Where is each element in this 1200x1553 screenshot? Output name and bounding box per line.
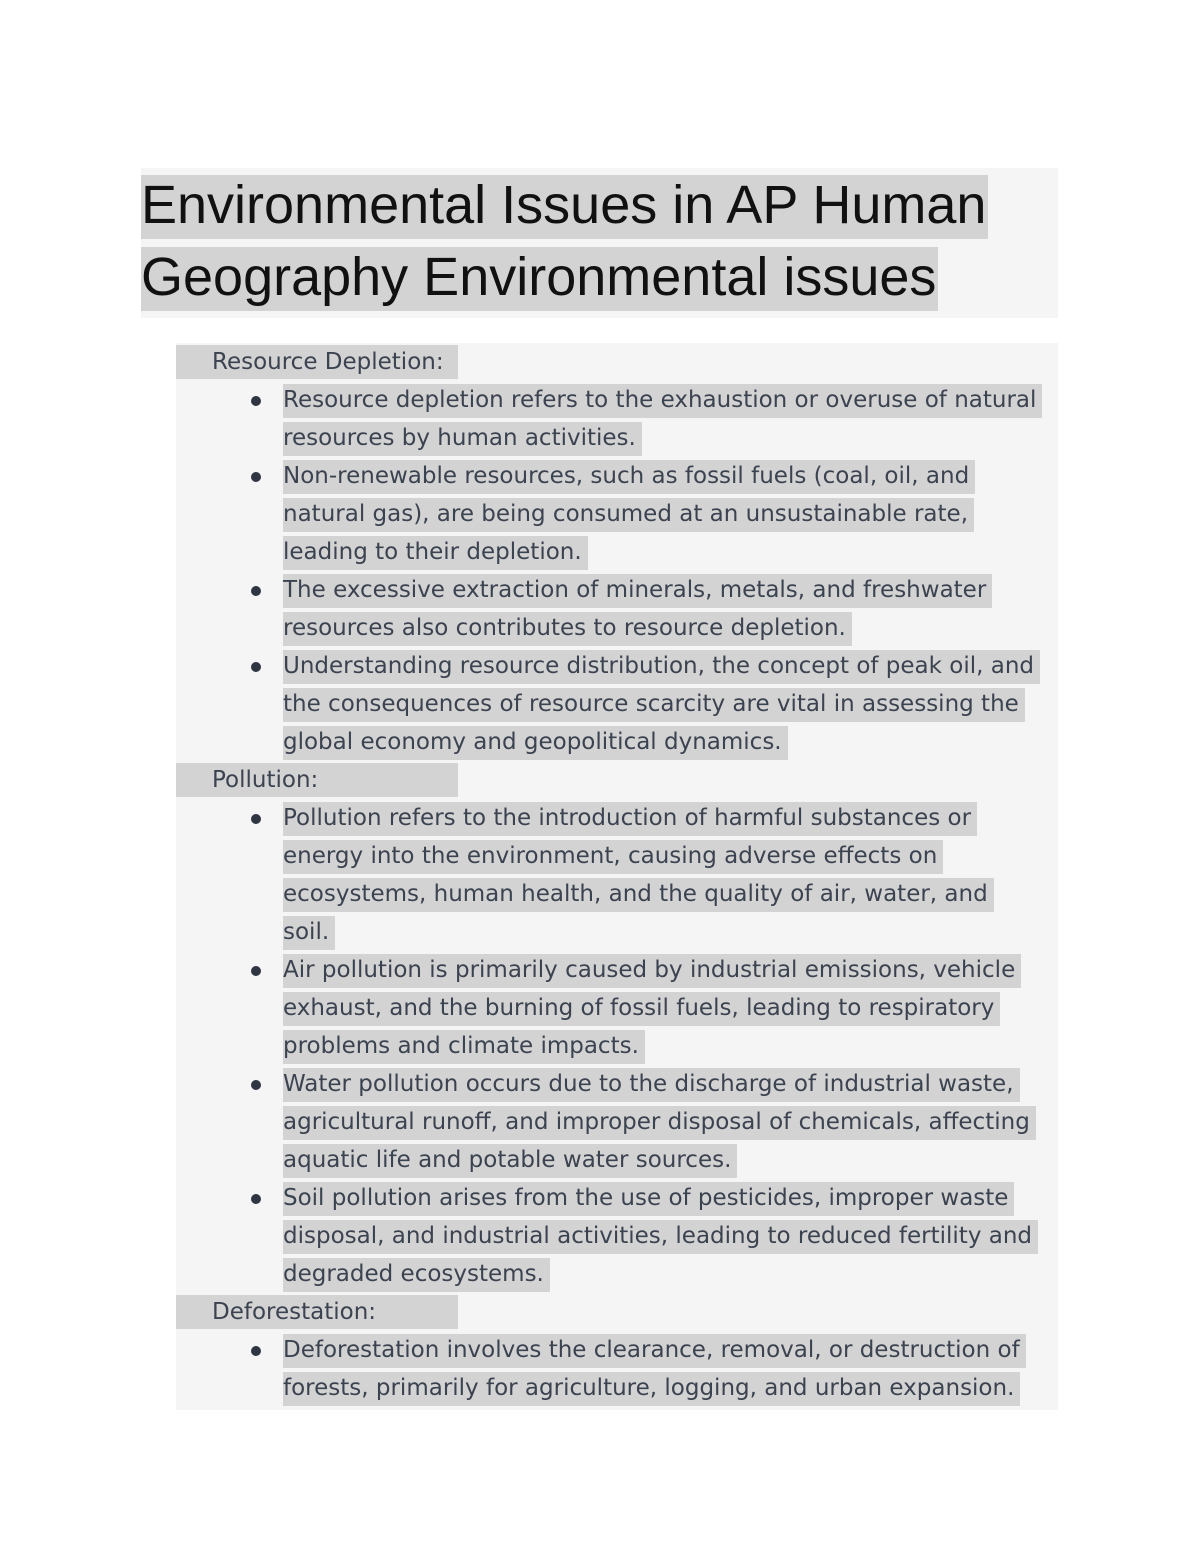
section-pollution (176, 763, 1058, 1293)
section-heading: Deforestation: (176, 1295, 458, 1329)
bullet-icon (251, 472, 261, 482)
document-body (176, 343, 1058, 1410)
section-heading: Resource Depletion: (176, 345, 458, 379)
list-item: Non-renewable resources, such as fossil fuels (coal, oil, and natural gas), are being consumed at an unsustainable rate, leading to their depletion. (247, 457, 1047, 571)
section-resource-depletion (176, 345, 1058, 761)
bullet-icon (251, 662, 261, 672)
bullet-icon (251, 1194, 261, 1204)
page-title: Environmental Issues in AP Human Geography Environmental issues (141, 168, 1058, 313)
bullet-icon (251, 966, 261, 976)
list-item: Resource depletion refers to the exhaustion or overuse of natural resources by human activities. (247, 381, 1047, 457)
section-deforestation (176, 1295, 1058, 1407)
section-heading: Pollution: (176, 763, 458, 797)
bullet-icon (251, 586, 261, 596)
list-item: The excessive extraction of minerals, metals, and freshwater resources also contributes to resource depletion. (247, 571, 1047, 647)
bullet-icon (251, 1080, 261, 1090)
title-block (141, 168, 1058, 318)
list-item: Water pollution occurs due to the discharge of industrial waste, agricultural runoff, and improper disposal of chemicals, affecting aquatic life and potable water sources. (247, 1065, 1047, 1179)
list-item: Deforestation involves the clearance, removal, or destruction of forests, primarily for agriculture, logging, and urban expansion. (247, 1331, 1047, 1407)
bullet-list (176, 381, 1058, 761)
list-item: Understanding resource distribution, the concept of peak oil, and the consequences of resource scarcity are vital in assessing the global economy and geopolitical dynamics. (247, 647, 1047, 761)
bullet-list (176, 1331, 1058, 1407)
bullet-icon (251, 396, 261, 406)
list-item: Soil pollution arises from the use of pesticides, improper waste disposal, and industrial activities, leading to reduced fertility and degraded ecosystems. (247, 1179, 1047, 1293)
bullet-list (176, 799, 1058, 1293)
bullet-icon (251, 1346, 261, 1356)
list-item: Pollution refers to the introduction of harmful substances or energy into the environment, causing adverse effects on ecosystems, human health, and the quality of air, water, and soil. (247, 799, 1047, 951)
bullet-icon (251, 814, 261, 824)
list-item: Air pollution is primarily caused by industrial emissions, vehicle exhaust, and the burning of fossil fuels, leading to respiratory problems and climate impacts. (247, 951, 1047, 1065)
